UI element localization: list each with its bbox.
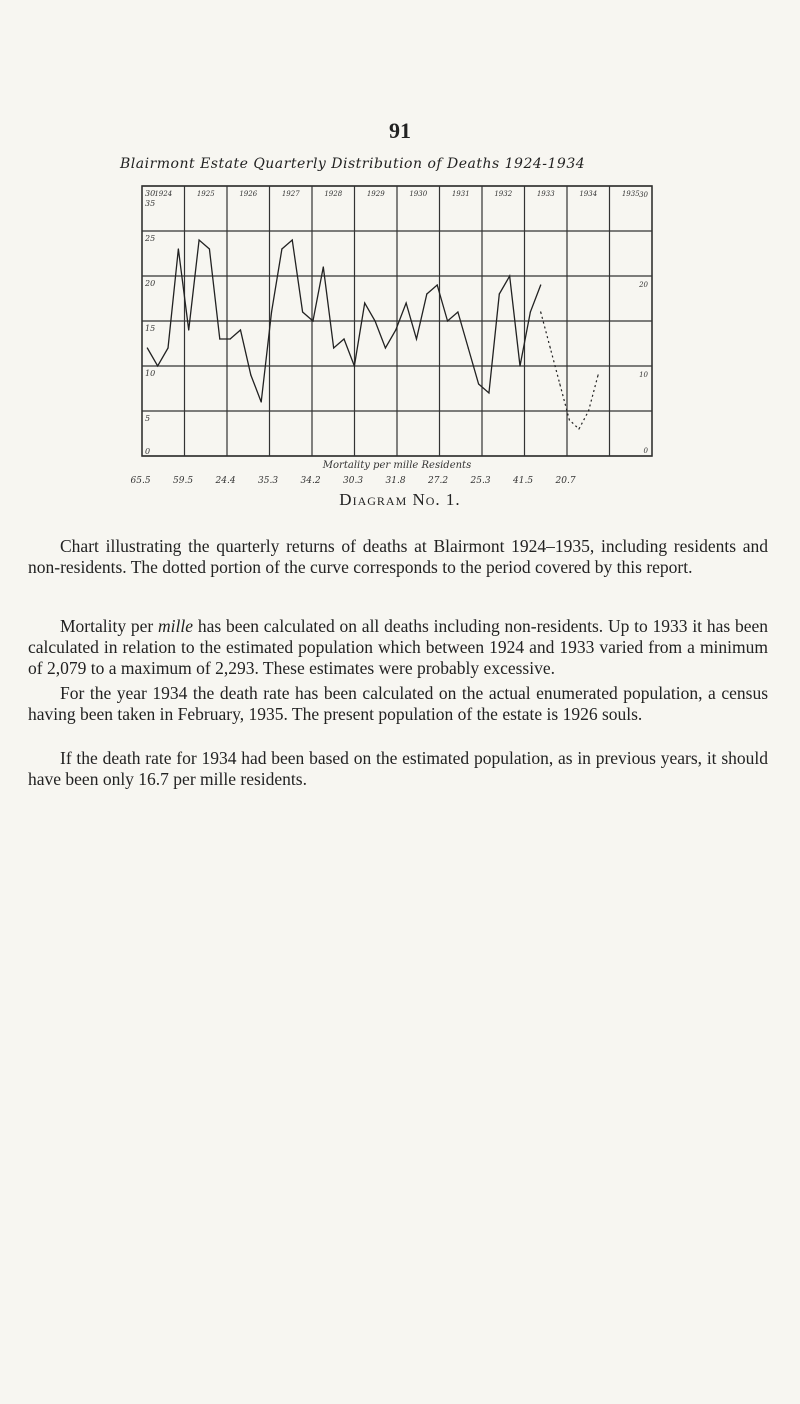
year-label: 1932	[494, 190, 513, 198]
chart-grid	[142, 186, 652, 456]
mortality-value: 31.8	[385, 476, 406, 486]
data-point	[333, 347, 334, 348]
y-tick-label-left: 35	[145, 199, 156, 208]
data-point	[509, 275, 510, 276]
mortality-value: 25.3	[470, 476, 491, 486]
data-point	[447, 320, 448, 321]
mortality-value: 41.5	[513, 476, 534, 486]
data-point	[406, 302, 407, 303]
page-number: 91	[389, 118, 411, 143]
data-point	[343, 338, 344, 339]
diagram-caption: Diagram No. 1.	[339, 490, 461, 509]
chart-series	[147, 239, 599, 429]
data-point	[178, 248, 179, 249]
data-point	[312, 320, 313, 321]
data-point	[302, 311, 303, 312]
data-point	[530, 311, 531, 312]
paragraph-mortality-method	[28, 616, 768, 679]
mortality-value: 27.2	[428, 476, 449, 486]
data-point	[478, 383, 479, 384]
y-tick-label-left: 30	[145, 189, 156, 198]
data-point	[550, 347, 551, 348]
y-tick-label-left: 15	[145, 324, 156, 333]
data-point	[374, 320, 375, 321]
data-point	[167, 347, 168, 348]
data-point	[323, 266, 324, 267]
year-label: 1926	[239, 190, 258, 198]
data-point	[437, 284, 438, 285]
paragraph-chart-description: Chart illustrating the quarterly returns of deaths at Blairmont 1924–1935, including residents and non-residents. The dotted portion of the curve corresponds to the period covered by this report.	[28, 535, 768, 577]
year-label: 1931	[451, 190, 470, 198]
data-point	[281, 248, 282, 249]
mortality-value: 34.2	[300, 476, 321, 486]
data-point	[240, 329, 241, 330]
data-point	[488, 392, 489, 393]
year-label: 1934	[579, 190, 598, 198]
data-point	[385, 347, 386, 348]
y-tick-label-right: 0	[643, 447, 648, 455]
year-label: 1935	[621, 190, 640, 198]
deaths-chart	[130, 178, 672, 486]
data-point	[250, 374, 251, 375]
data-point	[395, 329, 396, 330]
data-point	[457, 311, 458, 312]
mortality-value: 24.4	[215, 476, 236, 486]
data-point	[209, 248, 210, 249]
y-tick-label-right: 20	[639, 281, 648, 289]
y-tick-label-left: 25	[145, 234, 156, 243]
mortality-value: 65.5	[130, 476, 151, 486]
mortality-value: 20.7	[555, 476, 576, 486]
year-label: 1928	[324, 190, 343, 198]
year-label: 1930	[409, 190, 428, 198]
y-tick-label-right: 10	[639, 371, 648, 379]
data-point	[426, 293, 427, 294]
data-point	[271, 311, 272, 312]
y-tick-label-left: 5	[145, 414, 151, 423]
chart-title: Blairmont Estate Quarterly Distribution of Deaths 1924-1934	[120, 156, 586, 172]
mortality-value: 35.3	[258, 476, 279, 486]
year-label: 1924	[154, 190, 173, 198]
data-point	[540, 311, 541, 312]
data-point	[468, 347, 469, 348]
data-point	[147, 347, 148, 348]
paragraph-text: has been calculated on all deaths including non-residents. Up to 1933 it has been calculated in relation to the estimated population which between 1924 and 1933 varied from a minimum of 2,079 to a maximum of 2,293. These estimates were probably excessive.	[28, 615, 768, 678]
y-tick-label-left: 10	[145, 369, 156, 378]
data-point	[569, 419, 570, 420]
data-point	[499, 293, 500, 294]
chart-labels	[131, 189, 649, 486]
data-point	[157, 365, 158, 366]
year-label: 1925	[196, 190, 215, 198]
data-point	[188, 329, 189, 330]
mortality-footer-label: Mortality per mille Residents	[322, 460, 472, 471]
data-point	[292, 239, 293, 240]
data-point	[364, 302, 365, 303]
data-point	[519, 365, 520, 366]
mortality-value: 30.3	[343, 476, 364, 486]
data-point	[540, 284, 541, 285]
data-point	[416, 338, 417, 339]
data-point	[578, 428, 579, 429]
paragraph-emphasis: mille	[158, 615, 194, 636]
paragraph-estimate-note: If the death rate for 1934 had been based on the estimated population, as in previous years, it should have been only 16.7 per mille residents.	[28, 747, 768, 789]
y-tick-label-left: 0	[145, 447, 151, 456]
y-tick-label-left: 20	[145, 279, 156, 288]
paragraph-text: Mortality per	[60, 615, 159, 636]
data-point	[230, 338, 231, 339]
data-point	[219, 338, 220, 339]
data-point	[597, 374, 598, 375]
data-point	[198, 239, 199, 240]
data-point	[588, 410, 589, 411]
year-label: 1933	[536, 190, 555, 198]
paragraph-census: For the year 1934 the death rate has been calculated on the actual enumerated population, a census having been taken in February, 1935. The present population of the estate is 1926 souls.	[28, 682, 768, 724]
year-label: 1929	[366, 190, 385, 198]
mortality-value: 59.5	[173, 476, 194, 486]
data-point	[354, 365, 355, 366]
data-point	[559, 383, 560, 384]
data-point	[261, 401, 262, 402]
y-tick-label-right: 30	[639, 191, 648, 199]
year-label: 1927	[281, 190, 300, 198]
